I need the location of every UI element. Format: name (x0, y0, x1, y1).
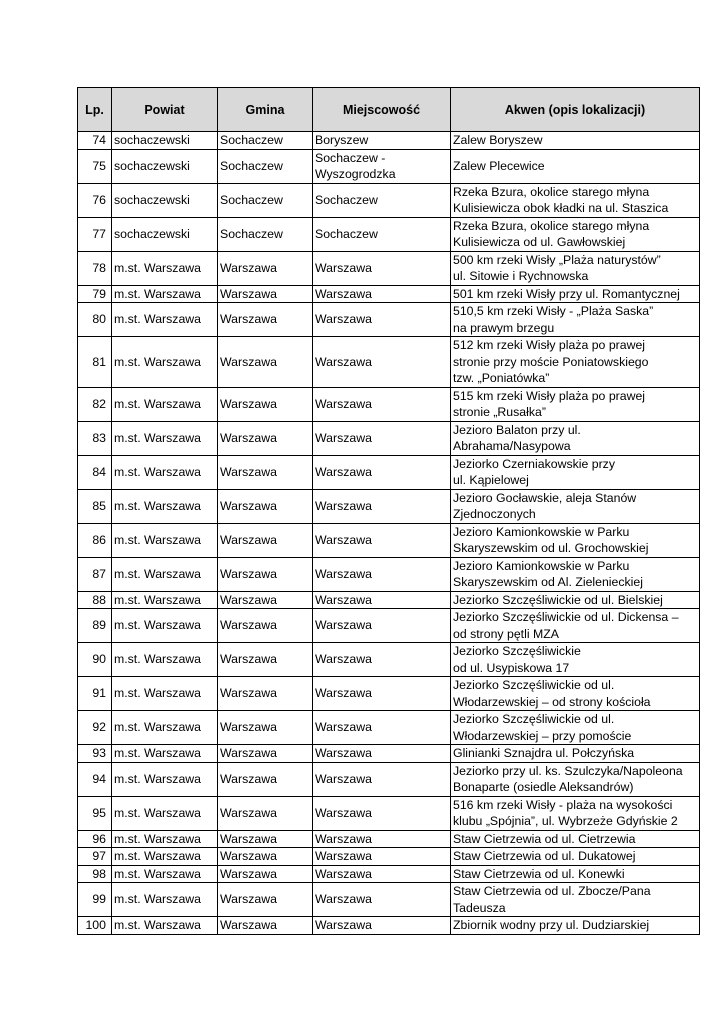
cell-miejscowosc (313, 337, 451, 388)
cell-powiat: m.st. Warszawa (112, 489, 218, 523)
cell-miejscowosc-line: Warszawa (315, 805, 372, 820)
cell-gmina: Warszawa (218, 609, 313, 643)
cell-akwen (451, 523, 700, 557)
cell-akwen-line: stronie przy moście Poniatowskiego (453, 354, 649, 369)
cell-akwen (451, 421, 700, 455)
cell-akwen-line: Jeziorko Szczęśliwickie od ul. (453, 678, 615, 692)
cell-powiat: m.st. Warszawa (112, 796, 218, 830)
cell-akwen-line: od ul. Usypiskowa 17 (453, 660, 570, 675)
cell-akwen (451, 149, 700, 183)
cell-miejscowosc-line: Boryszew (315, 133, 369, 147)
table-row (78, 251, 700, 285)
cell-akwen (451, 830, 700, 848)
cell-akwen (451, 677, 700, 711)
cell-gmina: Warszawa (218, 337, 313, 388)
cell-akwen-line: klubu „Spójnia”, ul. Wybrzeże Gdyńskie 2 (453, 814, 678, 828)
cell-akwen-line: 515 km rzeki Wisły plaża po prawej (453, 388, 646, 403)
table-row (78, 149, 700, 183)
cell-lp: 84 (78, 455, 112, 489)
cell-akwen (451, 609, 700, 643)
cell-lp: 92 (78, 711, 112, 745)
cell-miejscowosc (313, 285, 451, 303)
cell-powiat: sochaczewski (112, 149, 218, 183)
cell-akwen-line: Abrahama/Nasypowa (453, 439, 571, 453)
cell-powiat: m.st. Warszawa (112, 337, 218, 388)
cell-akwen-line: Jeziorko Czerniakowskie przy (453, 456, 615, 471)
cell-gmina: Warszawa (218, 455, 313, 489)
cell-miejscowosc (313, 848, 451, 866)
table-row (78, 132, 700, 150)
cell-gmina: Warszawa (218, 303, 313, 337)
cell-miejscowosc (313, 643, 451, 677)
cell-gmina: Warszawa (218, 285, 313, 303)
cell-akwen-line: Glinianki Sznajdra ul. Połczyńska (453, 746, 635, 760)
cell-akwen (451, 285, 700, 303)
cell-miejscowosc-line: Warszawa (315, 532, 372, 547)
cell-akwen-line: 500 km rzeki Wisły „Plaża naturystów” (453, 252, 661, 267)
cell-akwen (451, 848, 700, 866)
cell-gmina: Warszawa (218, 711, 313, 745)
cell-miejscowosc-line: Warszawa (315, 831, 372, 846)
cell-lp: 86 (78, 523, 112, 557)
table-row (78, 609, 700, 643)
cell-miejscowosc (313, 762, 451, 796)
cell-gmina: Warszawa (218, 643, 313, 677)
table-row (78, 865, 700, 883)
cell-akwen (451, 591, 700, 609)
cell-akwen (451, 711, 700, 745)
cell-miejscowosc (313, 591, 451, 609)
cell-akwen (451, 883, 700, 917)
cell-lp: 88 (78, 591, 112, 609)
cell-miejscowosc-line: Warszawa (315, 312, 372, 327)
table-header-row (78, 88, 700, 132)
cell-lp: 98 (78, 865, 112, 883)
cell-akwen-line: Staw Cietrzewia od ul. Dukatowej (453, 849, 636, 863)
cell-powiat: m.st. Warszawa (112, 848, 218, 866)
cell-miejscowosc-line: Wyszogrodzka (315, 167, 396, 181)
cell-miejscowosc-line: Warszawa (315, 464, 372, 479)
cell-powiat: m.st. Warszawa (112, 917, 218, 935)
cell-lp: 94 (78, 762, 112, 796)
cell-akwen-line: Skaryszewskim od ul. Grochowskiej (453, 541, 649, 555)
cell-gmina: Sochaczew (218, 183, 313, 217)
cell-miejscowosc (313, 523, 451, 557)
cell-akwen (451, 557, 700, 591)
cell-lp: 93 (78, 745, 112, 763)
cell-akwen-line: na prawym brzegu (453, 320, 555, 335)
cell-gmina: Warszawa (218, 745, 313, 763)
cell-akwen (451, 762, 700, 796)
cell-gmina: Warszawa (218, 489, 313, 523)
cell-gmina: Warszawa (218, 557, 313, 591)
cell-miejscowosc (313, 132, 451, 150)
cell-powiat: sochaczewski (112, 132, 218, 150)
cell-powiat: m.st. Warszawa (112, 303, 218, 337)
cell-akwen (451, 489, 700, 523)
cell-akwen (451, 917, 700, 935)
cell-miejscowosc-line: Warszawa (315, 918, 372, 932)
cell-akwen-line: ul. Sitowie i Rychnowska (453, 269, 589, 283)
cell-akwen-line: tzw. „Poniatówka” (453, 371, 550, 385)
table-row (78, 643, 700, 677)
cell-powiat: m.st. Warszawa (112, 455, 218, 489)
cell-lp: 75 (78, 149, 112, 183)
bathing-sites-table (77, 87, 700, 935)
cell-lp: 78 (78, 251, 112, 285)
cell-lp: 90 (78, 643, 112, 677)
cell-powiat: m.st. Warszawa (112, 865, 218, 883)
cell-powiat: m.st. Warszawa (112, 557, 218, 591)
cell-akwen-line: 516 km rzeki Wisły - plaża na wysokości (453, 797, 673, 812)
cell-akwen-line: od strony pętli MZA (453, 626, 559, 641)
table-row (78, 591, 700, 609)
cell-powiat: m.st. Warszawa (112, 591, 218, 609)
cell-akwen-line: Skaryszewskim od Al. Zielenieckiej (453, 575, 643, 589)
table-row (78, 337, 700, 388)
cell-gmina: Warszawa (218, 796, 313, 830)
table-row (78, 677, 700, 711)
cell-miejscowosc (313, 830, 451, 848)
cell-akwen-line: Staw Cietrzewia od ul. Zbocze/Pana (453, 884, 651, 898)
cell-miejscowosc-line: Warszawa (315, 849, 372, 863)
cell-gmina: Sochaczew (218, 217, 313, 251)
cell-powiat: m.st. Warszawa (112, 745, 218, 763)
cell-miejscowosc-line: Warszawa (315, 566, 372, 581)
cell-miejscowosc-line: Warszawa (315, 430, 372, 445)
cell-lp: 80 (78, 303, 112, 337)
cell-powiat: m.st. Warszawa (112, 251, 218, 285)
cell-akwen (451, 337, 700, 388)
cell-miejscowosc (313, 489, 451, 523)
cell-miejscowosc-line: Warszawa (315, 260, 372, 275)
header-lp: Lp. (78, 88, 112, 132)
table-row (78, 917, 700, 935)
cell-akwen-line: Jezioro Kamionkowskie w Parku (453, 558, 630, 573)
cell-miejscowosc-line: Warszawa (315, 720, 372, 735)
cell-powiat: m.st. Warszawa (112, 830, 218, 848)
table-body (78, 132, 700, 935)
cell-gmina: Warszawa (218, 883, 313, 917)
cell-akwen-line: Jeziorko Szczęśliwickie od ul. Dickensa – (453, 610, 679, 624)
cell-akwen-line: Zalew Plecewice (453, 158, 545, 173)
header-gmina: Gmina (218, 88, 313, 132)
table-row (78, 489, 700, 523)
cell-gmina: Warszawa (218, 917, 313, 935)
cell-akwen-line: Zjednoczonych (453, 507, 536, 521)
cell-akwen-line: Jezioro Balaton przy ul. (453, 422, 581, 437)
cell-lp: 100 (78, 917, 112, 935)
cell-lp: 81 (78, 337, 112, 388)
cell-miejscowosc (313, 883, 451, 917)
cell-akwen-line: Włodarzewskiej – przy pomoście (453, 728, 632, 743)
table-row (78, 830, 700, 848)
cell-akwen-line: Jeziorko Szczęśliwickie od ul. (453, 712, 615, 726)
cell-miejscowosc-line: Sochaczew (315, 226, 378, 241)
cell-akwen-line: Jeziorko Szczęśliwickie od ul. Bielskiej (453, 592, 663, 607)
cell-lp: 97 (78, 848, 112, 866)
cell-akwen-line: Jeziorko przy ul. ks. Szulczyka/Napoleona (453, 763, 683, 778)
cell-miejscowosc-line: Warszawa (315, 618, 372, 633)
table-row (78, 762, 700, 796)
cell-lp: 85 (78, 489, 112, 523)
cell-lp: 82 (78, 387, 112, 421)
cell-lp: 96 (78, 830, 112, 848)
cell-powiat: m.st. Warszawa (112, 677, 218, 711)
cell-gmina: Warszawa (218, 865, 313, 883)
cell-akwen-line: Zalew Boryszew (453, 133, 543, 147)
cell-miejscowosc (313, 677, 451, 711)
table-row (78, 183, 700, 217)
table-row (78, 796, 700, 830)
cell-powiat: m.st. Warszawa (112, 421, 218, 455)
cell-miejscowosc (313, 917, 451, 935)
table-row (78, 421, 700, 455)
cell-akwen-line: Kulisiewicza obok kładki na ul. Staszica (453, 201, 669, 215)
cell-gmina: Warszawa (218, 387, 313, 421)
cell-gmina: Warszawa (218, 762, 313, 796)
cell-lp: 77 (78, 217, 112, 251)
header-akwen: Akwen (opis lokalizacji) (451, 88, 700, 132)
table-row (78, 883, 700, 917)
cell-miejscowosc-line: Warszawa (315, 354, 372, 369)
cell-akwen-line: ul. Kąpielowej (453, 473, 529, 487)
cell-akwen (451, 387, 700, 421)
cell-miejscowosc-line: Warszawa (315, 286, 372, 301)
cell-akwen (451, 455, 700, 489)
cell-powiat: m.st. Warszawa (112, 762, 218, 796)
cell-miejscowosc-line: Warszawa (315, 592, 372, 607)
cell-akwen (451, 132, 700, 150)
cell-akwen (451, 745, 700, 763)
cell-miejscowosc (313, 745, 451, 763)
cell-miejscowosc-line: Warszawa (315, 396, 372, 411)
cell-akwen-line: Rzeka Bzura, okolice starego młyna (453, 184, 650, 199)
table-row (78, 285, 700, 303)
cell-gmina: Warszawa (218, 523, 313, 557)
cell-powiat: m.st. Warszawa (112, 883, 218, 917)
cell-akwen-line: 512 km rzeki Wisły plaża po prawej (453, 338, 646, 352)
cell-akwen (451, 217, 700, 251)
cell-gmina: Sochaczew (218, 149, 313, 183)
table-row (78, 523, 700, 557)
cell-akwen-line: Kulisiewicza od ul. Gawłowskiej (453, 235, 626, 249)
cell-miejscowosc-line: Warszawa (315, 892, 372, 907)
cell-gmina: Warszawa (218, 677, 313, 711)
cell-miejscowosc (313, 251, 451, 285)
cell-akwen-line: Jezioro Kamionkowskie w Parku (453, 524, 630, 539)
cell-akwen (451, 865, 700, 883)
table-row (78, 303, 700, 337)
cell-miejscowosc (313, 387, 451, 421)
cell-miejscowosc (313, 149, 451, 183)
cell-miejscowosc-line: Sochaczew (315, 192, 378, 207)
cell-powiat: m.st. Warszawa (112, 609, 218, 643)
table-row (78, 217, 700, 251)
cell-powiat: m.st. Warszawa (112, 711, 218, 745)
cell-powiat: sochaczewski (112, 217, 218, 251)
cell-akwen-line: Staw Cietrzewia od ul. Cietrzewia (453, 831, 636, 846)
cell-akwen-line: Staw Cietrzewia od ul. Konewki (453, 866, 625, 881)
cell-miejscowosc-line: Warszawa (315, 771, 372, 786)
cell-akwen (451, 796, 700, 830)
cell-akwen-line: stronie „Rusałka” (453, 405, 546, 419)
cell-lp: 79 (78, 285, 112, 303)
cell-lp: 89 (78, 609, 112, 643)
cell-miejscowosc-line: Warszawa (315, 652, 372, 667)
table-row (78, 455, 700, 489)
cell-akwen-line: Jeziorko Szczęśliwickie (453, 644, 581, 658)
cell-gmina: Sochaczew (218, 132, 313, 150)
cell-miejscowosc-line: Warszawa (315, 686, 372, 701)
cell-akwen (451, 643, 700, 677)
cell-miejscowosc (313, 865, 451, 883)
cell-lp: 76 (78, 183, 112, 217)
cell-akwen-line: Tadeusza (453, 900, 506, 915)
cell-lp: 74 (78, 132, 112, 150)
cell-gmina: Warszawa (218, 591, 313, 609)
cell-akwen-line: 510,5 km rzeki Wisły - „Plaża Saska” (453, 304, 654, 318)
cell-akwen-line: Bonaparte (osiedle Aleksandrów) (453, 780, 634, 794)
cell-gmina: Warszawa (218, 848, 313, 866)
table-row (78, 745, 700, 763)
cell-lp: 95 (78, 796, 112, 830)
cell-powiat: sochaczewski (112, 183, 218, 217)
cell-miejscowosc-line: Warszawa (315, 746, 372, 760)
header-powiat: Powiat (112, 88, 218, 132)
cell-miejscowosc (313, 183, 451, 217)
table-row (78, 711, 700, 745)
cell-miejscowosc (313, 557, 451, 591)
cell-powiat: m.st. Warszawa (112, 643, 218, 677)
table-row (78, 557, 700, 591)
cell-akwen-line: Zbiornik wodny przy ul. Dudziarskiej (453, 918, 650, 932)
cell-akwen-line: Jezioro Gocławskie, aleja Stanów (453, 490, 637, 505)
cell-gmina: Warszawa (218, 421, 313, 455)
cell-gmina: Warszawa (218, 830, 313, 848)
cell-akwen (451, 303, 700, 337)
table-row (78, 848, 700, 866)
cell-miejscowosc (313, 303, 451, 337)
cell-miejscowosc (313, 609, 451, 643)
cell-gmina: Warszawa (218, 251, 313, 285)
cell-lp: 83 (78, 421, 112, 455)
header-miejscowosc: Miejscowość (313, 88, 451, 132)
cell-miejscowosc-line: Warszawa (315, 866, 372, 881)
cell-miejscowosc-line: Warszawa (315, 498, 372, 513)
cell-powiat: m.st. Warszawa (112, 387, 218, 421)
cell-powiat: m.st. Warszawa (112, 285, 218, 303)
table-row (78, 387, 700, 421)
cell-akwen (451, 183, 700, 217)
cell-miejscowosc-line: Sochaczew - (315, 150, 386, 165)
cell-miejscowosc (313, 455, 451, 489)
cell-miejscowosc (313, 796, 451, 830)
cell-akwen-line: Włodarzewskiej – od strony kościoła (453, 694, 651, 709)
cell-miejscowosc (313, 217, 451, 251)
cell-powiat: m.st. Warszawa (112, 523, 218, 557)
cell-akwen-line: 501 km rzeki Wisły przy ul. Romantycznej (453, 286, 680, 301)
cell-miejscowosc (313, 421, 451, 455)
cell-miejscowosc (313, 711, 451, 745)
cell-lp: 91 (78, 677, 112, 711)
cell-lp: 87 (78, 557, 112, 591)
cell-lp: 99 (78, 883, 112, 917)
cell-akwen (451, 251, 700, 285)
cell-akwen-line: Rzeka Bzura, okolice starego młyna (453, 218, 650, 233)
